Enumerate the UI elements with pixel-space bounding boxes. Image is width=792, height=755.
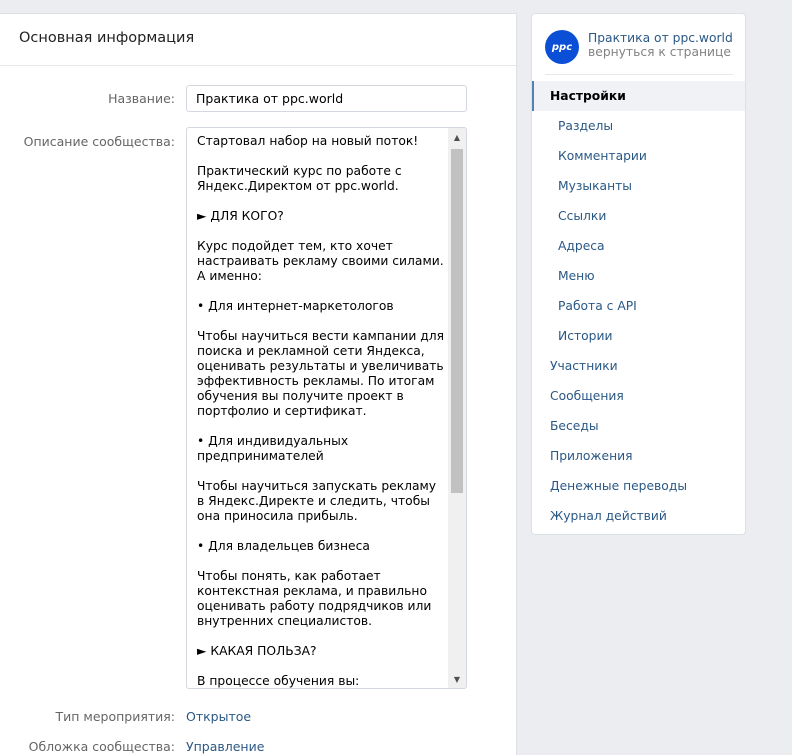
scroll-thumb[interactable] xyxy=(451,149,463,493)
community-name-link[interactable]: Практика от ppc.world xyxy=(588,31,733,45)
cover-manage-link[interactable]: Управление xyxy=(186,739,265,754)
sidebar-item-5[interactable]: Адреса xyxy=(558,239,605,253)
sidebar-item-9[interactable]: Участники xyxy=(550,359,618,373)
scroll-up-arrow-icon[interactable]: ▲ xyxy=(453,132,461,142)
description-text[interactable]: Стартовал набор на новый поток! Практический курс по работе с Яндекс.Директом от ppc.world. ► ДЛЯ КОГО? Курс подойдет тем, кто хочет настраивать рекламу своими силами. А именно: • Для интернет-маркетологов Чтобы научиться вести кампании для поиска и рекламной сети Яндекса, оценивать результаты и увеличивать эффективность рекламы. По итогам обучения вы получите проект в портфолио и сертификат. • Для индивидуальных предпринимателей Чтобы научиться запускать рекламу в Яндекс.Директе и следить, чтобы она приносила прибыль. • Для владельцев бизнеса Чтобы понять, как работает контекстная реклама, и правильно оценивать работу подрядчиков или внутренних специалистов. ► КАКАЯ ПОЛЬЗА? В процессе обучения вы: xyxy=(197,134,445,688)
settings-nav xyxy=(532,81,745,531)
sidebar-item-6[interactable]: Меню xyxy=(558,269,595,283)
cover-label: Обложка сообщества: xyxy=(28,739,175,754)
back-to-page-link[interactable]: вернуться к странице xyxy=(588,45,731,59)
name-label: Название: xyxy=(108,91,175,106)
sidebar-item-12[interactable]: Приложения xyxy=(550,449,633,463)
community-header[interactable] xyxy=(545,30,735,66)
sidebar-item-10[interactable]: Сообщения xyxy=(550,389,624,403)
sidebar-item-14[interactable]: Журнал действий xyxy=(550,509,667,523)
scroll-down-arrow-icon[interactable]: ▼ xyxy=(453,674,461,684)
description-scrollbar[interactable] xyxy=(448,128,466,688)
sidebar-item-4[interactable]: Ссылки xyxy=(558,209,607,223)
sidebar-item-2[interactable]: Комментарии xyxy=(558,149,647,163)
sidebar-item-0[interactable]: Настройки xyxy=(532,81,745,111)
sidebar-item-7[interactable]: Работа с API xyxy=(558,299,637,313)
settings-sidebar xyxy=(531,13,746,535)
sidebar-item-13[interactable]: Денежные переводы xyxy=(550,479,688,493)
description-label: Описание сообщества: xyxy=(23,134,175,149)
name-input[interactable] xyxy=(186,85,467,112)
sidebar-item-1[interactable]: Разделы xyxy=(558,119,614,133)
event-type-label: Тип мероприятия: xyxy=(55,709,175,724)
sidebar-item-11[interactable]: Беседы xyxy=(550,419,599,433)
section-title: Основная информация xyxy=(0,14,516,66)
community-avatar[interactable]: ppc xyxy=(545,30,579,64)
sidebar-item-3[interactable]: Музыканты xyxy=(558,179,633,193)
description-textarea[interactable] xyxy=(186,127,467,689)
divider xyxy=(545,74,733,75)
main-info-card xyxy=(0,13,517,755)
event-type-link[interactable]: Открытое xyxy=(186,709,252,724)
sidebar-item-8[interactable]: Истории xyxy=(558,329,613,343)
